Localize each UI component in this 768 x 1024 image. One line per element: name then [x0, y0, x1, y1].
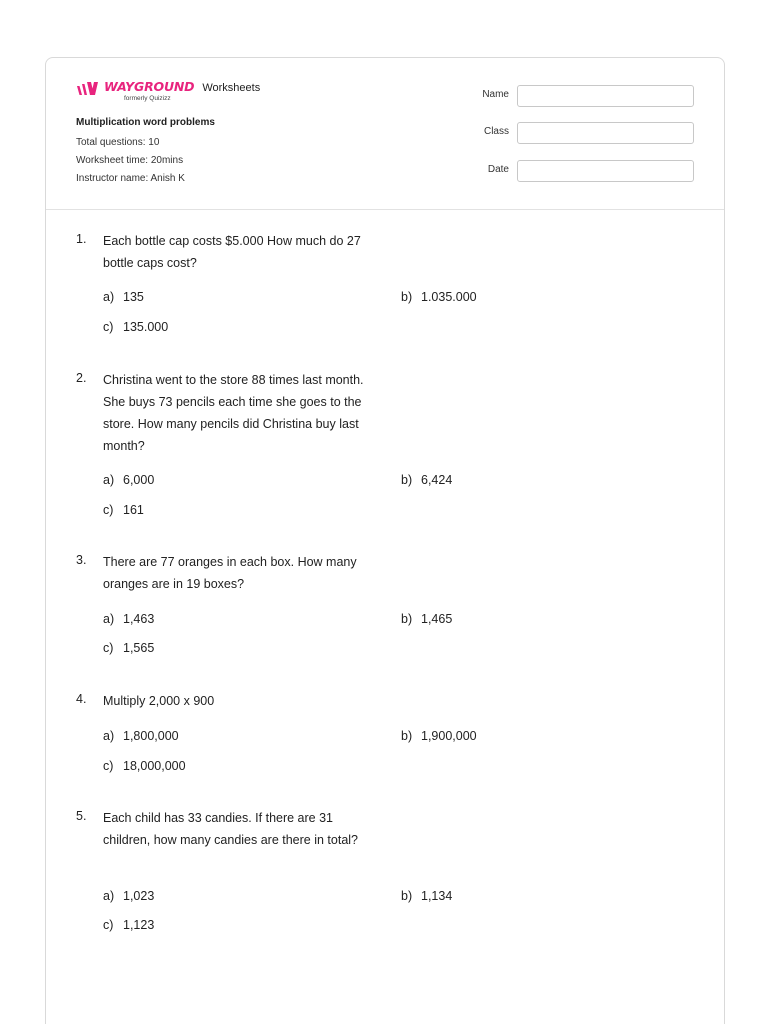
- option-letter: b): [401, 612, 413, 626]
- question-text: Christina went to the store 88 times last month. She buys 73 pencils each time she goes to the store. How many pencils did Christina buy last month?: [103, 373, 364, 453]
- option-text: 18,000,000: [123, 759, 186, 773]
- product-name: Worksheets: [202, 82, 261, 94]
- option-a[interactable]: [103, 290, 144, 304]
- option-b[interactable]: [401, 889, 452, 903]
- total-questions: Total questions: 10: [76, 137, 160, 148]
- option-text: 1,134: [421, 889, 453, 903]
- option-text: 6,000: [123, 473, 155, 487]
- option-letter: b): [401, 473, 413, 487]
- option-text: 1,463: [123, 612, 155, 626]
- option-a[interactable]: [103, 612, 154, 626]
- class-label: Class: [483, 126, 509, 137]
- option-text: 1,465: [421, 612, 453, 626]
- option-b[interactable]: [401, 473, 452, 487]
- brand-wordmark: WAYGROUND: [104, 79, 195, 94]
- question-text: Each bottle cap costs $5.000 How much do 27 bottle caps cost?: [103, 234, 361, 270]
- option-a[interactable]: [103, 729, 179, 743]
- class-field[interactable]: [517, 122, 694, 144]
- instructor-name: Instructor name: Anish K: [76, 173, 185, 184]
- option-text: 135.000: [123, 320, 169, 334]
- option-c[interactable]: [103, 759, 186, 773]
- worksheet-title: Multiplication word problems: [76, 117, 215, 128]
- question-text: There are 77 oranges in each box. How many oranges are in 19 boxes?: [103, 555, 357, 591]
- option-letter: a): [103, 290, 115, 304]
- option-text: 1,900,000: [421, 729, 477, 743]
- question-number: 3.: [76, 553, 87, 567]
- option-letter: a): [103, 889, 115, 903]
- option-text: 1,123: [123, 918, 155, 932]
- brand-logo: [76, 80, 260, 103]
- option-letter: a): [103, 729, 115, 743]
- option-c[interactable]: [103, 918, 154, 932]
- worksheet-header: [46, 58, 724, 210]
- option-text: 1,023: [123, 889, 155, 903]
- option-letter: c): [103, 918, 114, 932]
- option-text: 161: [123, 503, 144, 517]
- date-field[interactable]: [517, 160, 694, 182]
- worksheet-page: [45, 57, 725, 1024]
- worksheet-time: Worksheet time: 20mins: [76, 155, 184, 166]
- brand-subtitle: formerly Quizizz: [124, 95, 171, 102]
- option-c[interactable]: [103, 503, 144, 517]
- option-b[interactable]: [401, 612, 452, 626]
- option-letter: c): [103, 320, 114, 334]
- option-a[interactable]: [103, 889, 154, 903]
- option-letter: b): [401, 729, 413, 743]
- option-b[interactable]: [401, 290, 477, 304]
- option-letter: b): [401, 290, 413, 304]
- option-text: 1.035.000: [421, 290, 477, 304]
- option-text: 1,565: [123, 641, 155, 655]
- option-letter: b): [401, 889, 413, 903]
- option-c[interactable]: [103, 320, 168, 334]
- option-a[interactable]: [103, 473, 154, 487]
- question-text: Multiply 2,000 x 900: [103, 694, 215, 708]
- option-text: 6,424: [421, 473, 453, 487]
- question-number: 5.: [76, 809, 87, 823]
- question-number: 4.: [76, 692, 87, 706]
- option-b[interactable]: [401, 729, 477, 743]
- question-number: 2.: [76, 371, 87, 385]
- option-letter: a): [103, 612, 115, 626]
- question-text: Each child has 33 candies. If there are 31 children, how many candies are there in total?: [103, 811, 359, 847]
- option-letter: c): [103, 641, 114, 655]
- wayground-logo-icon: [76, 82, 102, 96]
- name-label: Name: [482, 89, 509, 100]
- option-text: 1,800,000: [123, 729, 179, 743]
- option-text: 135: [123, 290, 144, 304]
- date-label: Date: [487, 164, 509, 175]
- option-c[interactable]: [103, 641, 154, 655]
- option-letter: c): [103, 503, 114, 517]
- option-letter: a): [103, 473, 115, 487]
- name-field[interactable]: [517, 85, 694, 107]
- question-number: 1.: [76, 232, 87, 246]
- option-letter: c): [103, 759, 114, 773]
